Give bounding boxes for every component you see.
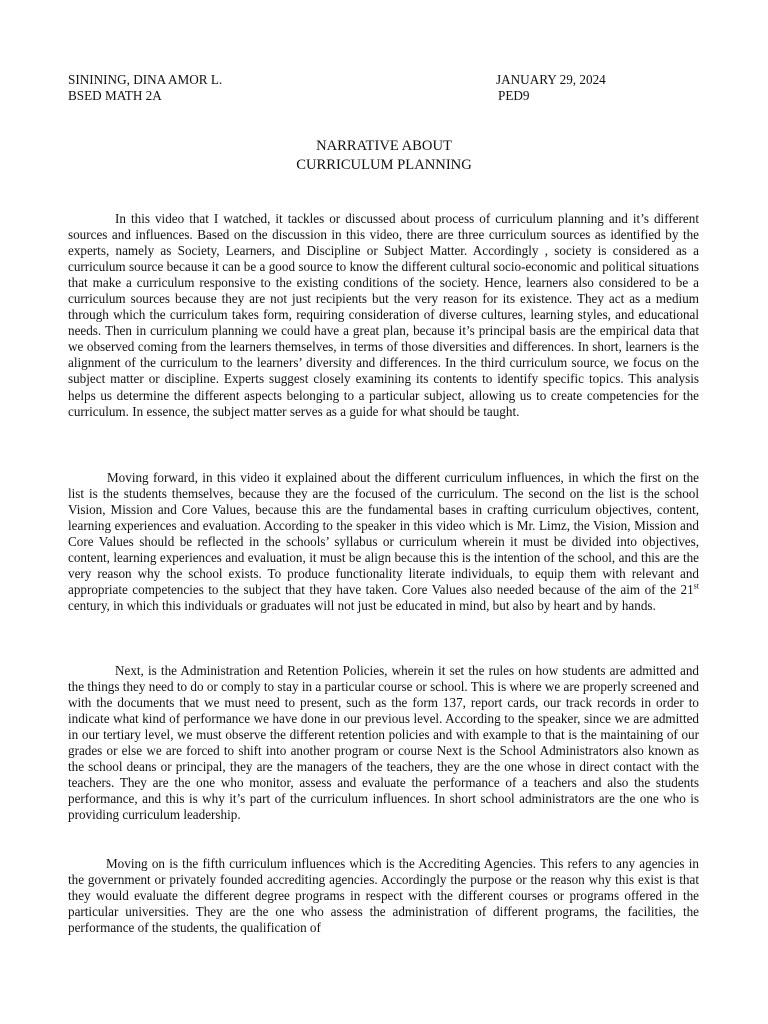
page-title-line-2: CURRICULUM PLANNING [296, 157, 472, 173]
paragraph-text-part: Moving forward, in this video it explained about the different curriculum influences, in which the first on the list is the students themselves, because they are the focused of the curriculum. The second on the list is the school Vision, Mission and Core Values, because this are the fundamental bases in crafting curriculum objectives, content, learning experiences and evaluation. According to the speaker in this video which is Mr. Limz, the Vision, Mission and Core Values should be reflected in the schools’ syllabus or curriculum wherein it must be divided into objectives, content, learning experiences and evaluation, it must be align because this is the intention of the school, and this are the very reason why the school exists. To produce functionality literate individuals, to equip them with relevant and appropriate competencies to the subject that they have taken. Core Values also needed because of the aim of the 21 [68, 470, 699, 598]
paragraph-text: In this video that I watched, it tackles or discussed about process of curriculum planning and it’s different sources and influences. Based on the discussion in this video, there are three curriculum sources as identified by the experts, namely as Society, Learners, and Discipline or Subject Matter. Accordingly , society is considered as a curriculum source because it can be a good source to know the different cultural socio-economic and political situations that make a curriculum responsive to the existing conditions of the society. Hence, learners also considered to be a curriculum sources because they are not just recipients but the very reason for its existence. They act as a medium through which the curriculum takes form, requiring consideration of diverse cultures, learning styles, and educational needs. Then in curriculum planning we could have a great plan, because it’s principal basis are the empirical data that we observed coming from the learners themselves, in terms of those diversities and differences. In short, learners is the alignment of the curriculum to the learners’ diversity and differences. In the third curriculum source, we focus on the subject matter or discipline. Experts suggest closely examining its contents to identify specific topics. This analysis helps us determine the different aspects belonging to a particular subject, allowing us to create competencies for the curriculum. In essence, the subject matter serves as a guide for what should be taught. [68, 211, 699, 419]
paragraph-accrediting-agencies [68, 856, 699, 936]
paragraph-administration-policies [68, 663, 699, 823]
paragraph-text: Moving on is the fifth curriculum influences which is the Accrediting Agencies. This refers to any agencies in the government or privately founded accrediting agencies. Accordingly the purpose or the reason why this exist is that they would evaluate the different degree programs in respect with the different courses or programs offered in the particular universities. They are the one who assess the administration of different programs, the facilities, the performance of the students, the qualification of [68, 856, 699, 936]
ordinal-suffix: st [693, 581, 699, 591]
page-title-line-1: NARRATIVE ABOUT [316, 138, 452, 154]
paragraph-text-part: century, in which this individuals or graduates will not just be educated in mind, but also by heart and by hands. [68, 598, 656, 614]
document-date: JANUARY 29, 2024 [496, 72, 606, 87]
paragraph-text [68, 470, 699, 614]
paragraph-curriculum-influences [68, 470, 699, 614]
student-section: BSED MATH 2A [68, 88, 162, 103]
paragraph-text: Next, is the Administration and Retention Policies, wherein it set the rules on how students are admitted and the things they need to do or comply to stay in a particular course or school. This is where we are properly screened and with the documents that we must need to present, such as the form 137, report cards, our track records in order to indicate what kind of performance we have done in our previous level. According to the speaker, since we are admitted in our tertiary level, we must observe the different retention policies and with example to that is the maintaining of our grades or else we are forced to shift into another program or course Next is the School Administrators also known as the school deans or principal, they are the managers of the teachers, they are the one whose in direct contact with the teachers. They are the one who monitor, assess and evaluate the performance of a teachers and also the students performance, and this is why it’s part of the curriculum influences. In short school administrators are the one who is providing curriculum leadership. [68, 663, 699, 823]
paragraph-curriculum-sources [68, 211, 699, 420]
subject-code: PED9 [498, 88, 530, 103]
student-name: SININING, DINA AMOR L. [68, 72, 223, 87]
